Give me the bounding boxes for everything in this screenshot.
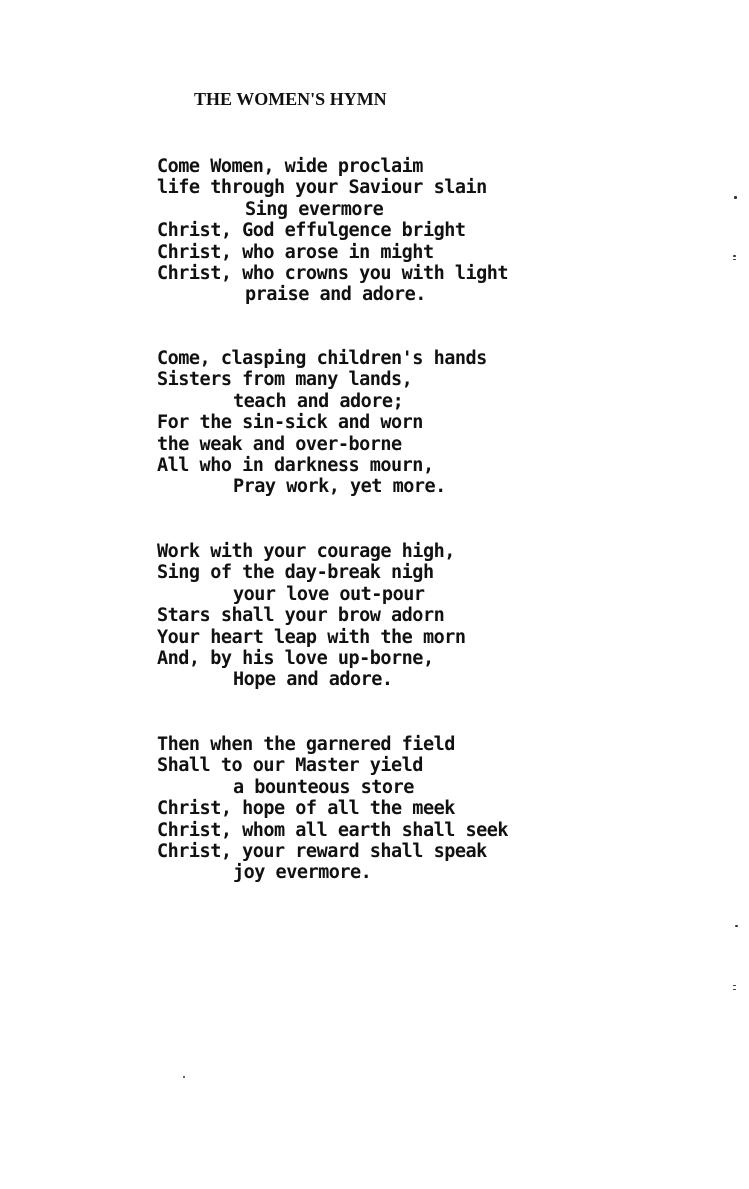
scan-speck bbox=[733, 255, 736, 257]
scan-speck bbox=[733, 259, 736, 260]
stanza-line: Hope and adore. bbox=[233, 669, 393, 691]
stanza-line: the weak and over-borne bbox=[157, 433, 402, 455]
stanza-line: For the sin-sick and worn bbox=[157, 412, 423, 434]
stanza-line: Stars shall your brow adorn bbox=[157, 605, 445, 627]
stanza-2 bbox=[157, 348, 717, 498]
stanza-line: Then when the garnered field bbox=[157, 734, 455, 755]
stanza-line: joy evermore. bbox=[233, 862, 372, 884]
stanza-line: praise and adore. bbox=[245, 284, 426, 306]
stanza-line: Pray work, yet more. bbox=[233, 476, 446, 498]
stanza-line: Christ, hope of all the meek bbox=[157, 798, 455, 820]
hymn-title: THE WOMEN'S HYMN bbox=[194, 89, 387, 109]
stanza-line: teach and adore; bbox=[233, 390, 404, 412]
stanza-line: Come, clasping children's hands bbox=[157, 348, 487, 369]
scan-speck bbox=[734, 196, 737, 199]
scan-speck bbox=[733, 985, 736, 986]
stanza-line: Sisters from many lands, bbox=[157, 369, 413, 391]
scan-speck bbox=[733, 989, 736, 990]
stanza-3 bbox=[157, 541, 717, 691]
stanza-line: Shall to our Master yield bbox=[157, 755, 423, 777]
stanza-line: Work with your courage high, bbox=[157, 541, 455, 562]
stanza-line: Come Women, wide proclaim bbox=[157, 156, 423, 177]
stanza-line: Christ, whom all earth shall seek bbox=[157, 819, 509, 841]
stanza-line: Christ, who arose in might bbox=[157, 241, 434, 263]
scan-speck bbox=[183, 1076, 185, 1078]
stanza-line: a bounteous store bbox=[233, 776, 414, 798]
stanza-line: All who in darkness mourn, bbox=[157, 454, 434, 476]
stanza-4 bbox=[157, 734, 717, 884]
stanza-line: life through your Saviour slain bbox=[157, 177, 487, 199]
stanza-1 bbox=[157, 156, 717, 306]
stanza-line: And, by his love up-borne, bbox=[157, 647, 434, 669]
stanza-line: Christ, God effulgence bright bbox=[157, 220, 466, 242]
stanza-line: Sing of the day-break nigh bbox=[157, 562, 434, 584]
stanza-line: Your heart leap with the morn bbox=[157, 626, 466, 648]
stanza-line: Christ, who crowns you with light bbox=[157, 262, 509, 284]
stanza-line: Sing evermore bbox=[245, 198, 384, 220]
stanza-line: your love out-pour bbox=[233, 583, 425, 605]
stanza-line: Christ, your reward shall speak bbox=[157, 840, 487, 862]
scan-speck bbox=[735, 925, 738, 927]
